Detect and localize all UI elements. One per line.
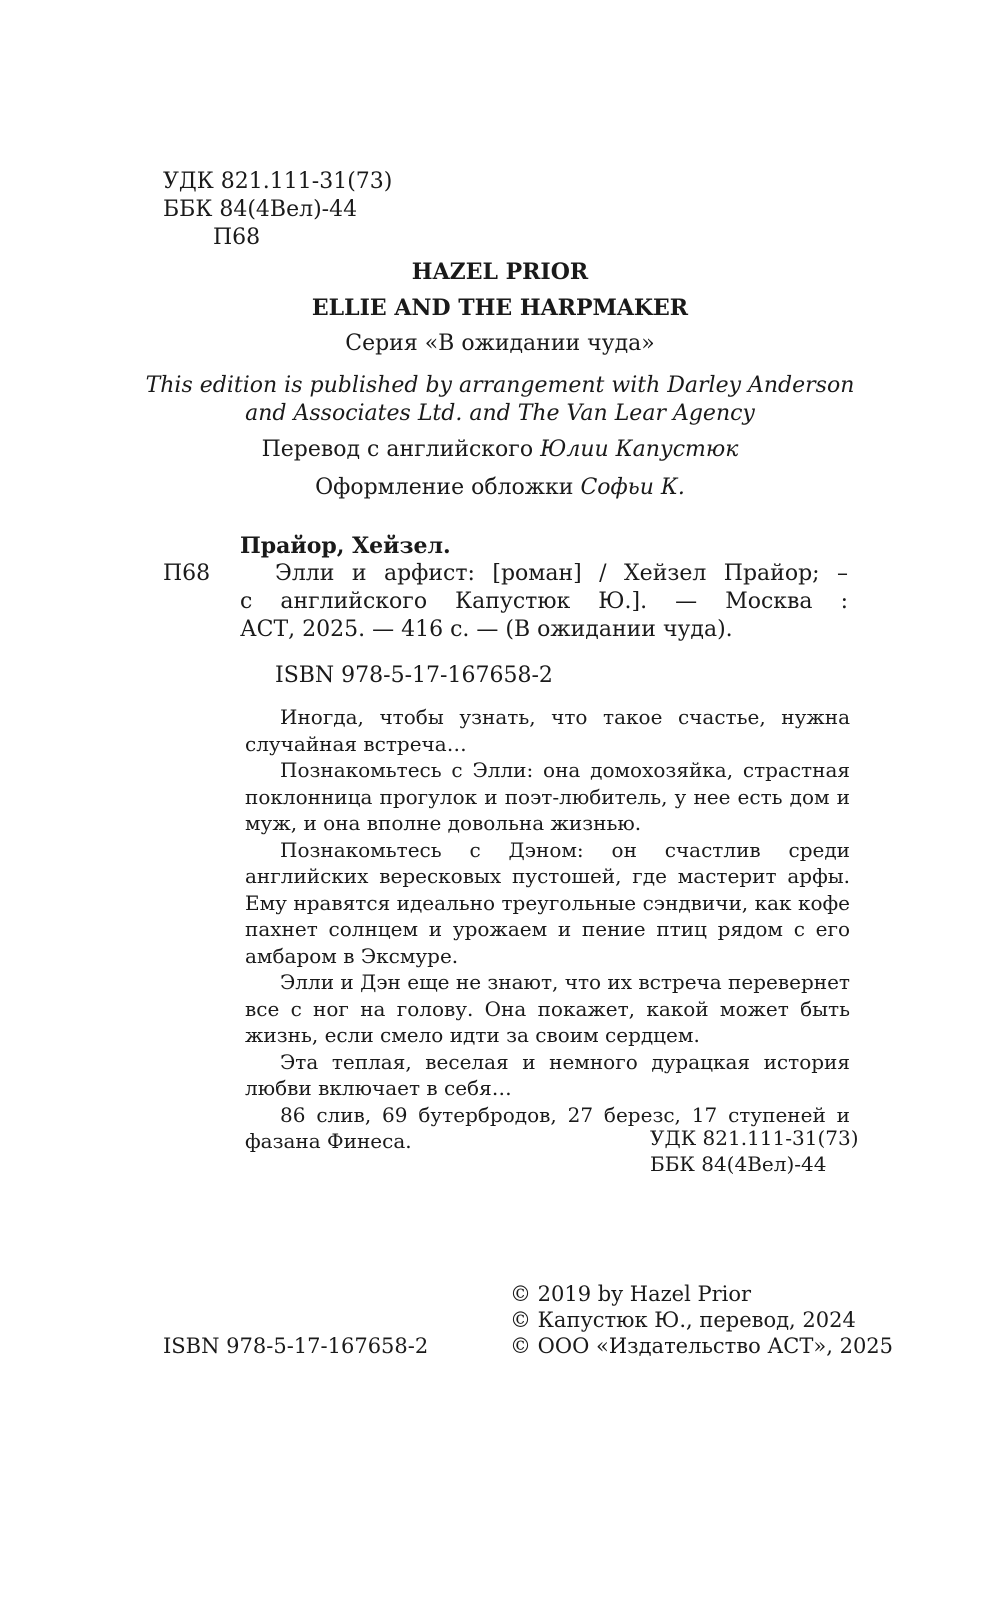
copyright-publisher: © ООО «Издательство АСТ», 2025 bbox=[510, 1334, 894, 1358]
catalog-desc-line2: с английского Капустюк Ю.]. — Москва : bbox=[240, 589, 848, 614]
annotation-paragraph: Иногда, чтобы узнать, что такое счастье, нужна случайная встреча… bbox=[245, 705, 850, 756]
translation-credit bbox=[0, 436, 1000, 464]
annotation-paragraph: Эта теплая, веселая и немного дурацкая история любви включает в себя… bbox=[245, 1049, 850, 1100]
udk-code: УДК 821.111-31(73) bbox=[163, 169, 393, 194]
rights-notice-line1: This edition is published by arrangement with Darley Anderson bbox=[145, 373, 855, 398]
annotation bbox=[245, 704, 850, 1155]
bbk-code: ББК 84(4Вел)-44 bbox=[163, 197, 358, 222]
catalog-desc-line1: Элли и арфист: [роман] / Хейзел Прайор; – bbox=[275, 561, 848, 586]
cover-artist-name: Софьи К. bbox=[580, 475, 685, 500]
catalog-mark: П68 bbox=[163, 561, 211, 586]
footer-udk-code: УДК 821.111-31(73) bbox=[650, 1126, 859, 1150]
translator-name: Юлии Капустюк bbox=[540, 437, 739, 462]
annotation-paragraph: Элли и Дэн еще не знают, что их встреча перевернет все с ног на голову. Она покажет, какой может быть жизнь, если смело идти за своим сердцем. bbox=[245, 970, 850, 1047]
catalog-heading: Прайор, Хейзел. bbox=[240, 533, 451, 559]
catalog-desc-line3: АСТ, 2025. — 416 с. — (В ожидании чуда). bbox=[240, 617, 733, 642]
bottom-isbn: ISBN 978-5-17-167658-2 bbox=[163, 1334, 429, 1358]
copyright-translation: © Капустюк Ю., перевод, 2024 bbox=[510, 1308, 856, 1332]
original-author: HAZEL PRIOR bbox=[411, 259, 589, 285]
annotation-paragraph: 86 слив, 69 бутербродов, 27 березс, 17 ступеней и фазана Финеса. bbox=[245, 1102, 850, 1153]
rights-notice-line2: and Associates Ltd. and The Van Lear Agency bbox=[245, 401, 755, 426]
original-title: ELLIE AND THE HARPMAKER bbox=[311, 295, 689, 321]
annotation-paragraph: Познакомьтесь с Дэном: он счастлив среди английских вересковых пустошей, где мастерит арфы. Ему нравятся идеально треугольные сэндвичи, как кофе пахнет солнцем и урожаем и пение птиц рядом с его амбаром в Эксмуре. bbox=[245, 837, 850, 968]
copyright-author: © 2019 by Hazel Prior bbox=[510, 1282, 752, 1306]
footer-bbk-code: ББК 84(4Вел)-44 bbox=[650, 1152, 827, 1176]
annotation-paragraph: Познакомьтесь с Элли: она домохозяйка, страстная поклонница прогулок и поэт-любитель, у нее есть дом и муж, и она вполне довольна жизнью. bbox=[245, 758, 850, 835]
cover-credit bbox=[0, 474, 1000, 502]
cover-prefix: Оформление обложки bbox=[315, 475, 581, 500]
catalog-isbn: ISBN 978-5-17-167658-2 bbox=[275, 663, 553, 688]
translation-prefix: Перевод с английского bbox=[261, 437, 541, 462]
series-line: Серия «В ожидании чуда» bbox=[345, 331, 655, 356]
author-mark: П68 bbox=[213, 225, 261, 250]
